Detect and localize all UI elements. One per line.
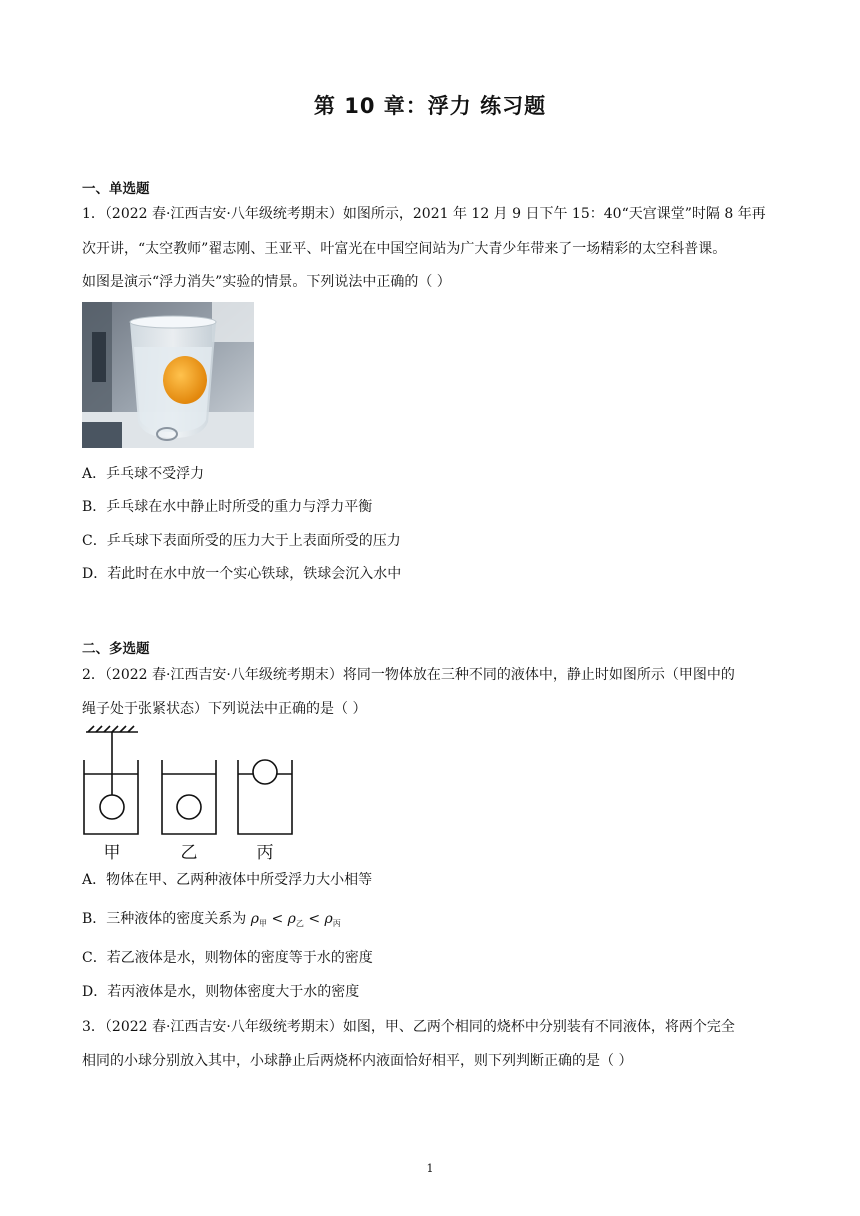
question-1-option-c: C．乒乓球下表面所受的压力大于上表面所受的压力 [82, 533, 401, 549]
space-station-buoyancy-photo [82, 302, 254, 448]
question-2-option-a: A．物体在甲、乙两种液体中所受浮力大小相等 [82, 872, 373, 888]
question-1-option-d: D．若此时在水中放一个实心铁球，铁球会沉入水中 [82, 566, 402, 582]
label-yi: 乙 [180, 843, 198, 863]
photo-illustration [82, 302, 254, 448]
label-bing: 丙 [256, 843, 274, 863]
question-1-option-a: A．乒乓球不受浮力 [82, 466, 205, 482]
label-jia: 甲 [103, 843, 121, 863]
rho-subscript-yi: 乙 [295, 919, 304, 928]
rho-symbol: ρ [250, 911, 259, 927]
question-1-text-line-1: 1．（2022 春·江西吉安·八年级统考期末）如图所示，2021 年 12 月 9 日下午 15：40“天宫课堂”时隔 8 年再 [82, 206, 766, 222]
option-b-text: B．三种液体的密度关系为 [82, 911, 247, 927]
beakers-diagram [78, 720, 308, 865]
question-1-option-b: B．乒乓球在水中静止时所受的重力与浮力平衡 [82, 499, 373, 515]
rho-subscript-bing: 丙 [332, 919, 341, 928]
question-2-option-d: D．若丙液体是水，则物体密度大于水的密度 [82, 984, 360, 1000]
page-title: 第 10 章：浮力 练习题 [313, 94, 547, 118]
question-3-text-line-2: 相同的小球分别放入其中，小球静止后两烧杯内液面恰好相平，则下列判断正确的是（ ） [82, 1053, 633, 1069]
question-2-option-b [82, 908, 341, 929]
question-1-text-line-2: 次开讲，“太空教师”翟志刚、王亚平、叶富光在中国空间站为广大青少年带来了一场精彩的太空科普课。 [82, 241, 727, 257]
rho-symbol: ρ [324, 911, 333, 927]
question-2-text-line-2: 绳子处于张紧状态）下列说法中正确的是（ ） [82, 701, 367, 717]
question-1-text-line-3: 如图是演示“浮力消失”实验的情景。下列说法中正确的（ ） [82, 274, 451, 290]
less-than-sign: < [271, 911, 284, 927]
less-than-sign: < [308, 911, 321, 927]
question-2-option-c: C．若乙液体是水，则物体的密度等于水的密度 [82, 950, 373, 966]
section-heading-single-choice: 一、单选题 [82, 181, 150, 197]
three-liquids-figure [78, 720, 308, 869]
page-number: 1 [426, 1162, 434, 1175]
section-heading-multiple-choice: 二、多选题 [82, 641, 150, 657]
question-3-text-line-1: 3．（2022 春·江西吉安·八年级统考期末）如图，甲、乙两个相同的烧杯中分别装有不同液体，将两个完全 [82, 1019, 735, 1035]
rho-symbol: ρ [287, 911, 296, 927]
question-2-text-line-1: 2．（2022 春·江西吉安·八年级统考期末）将同一物体放在三种不同的液体中，静止时如图所示（甲图中的 [82, 667, 735, 683]
rho-subscript-jia: 甲 [258, 919, 267, 928]
